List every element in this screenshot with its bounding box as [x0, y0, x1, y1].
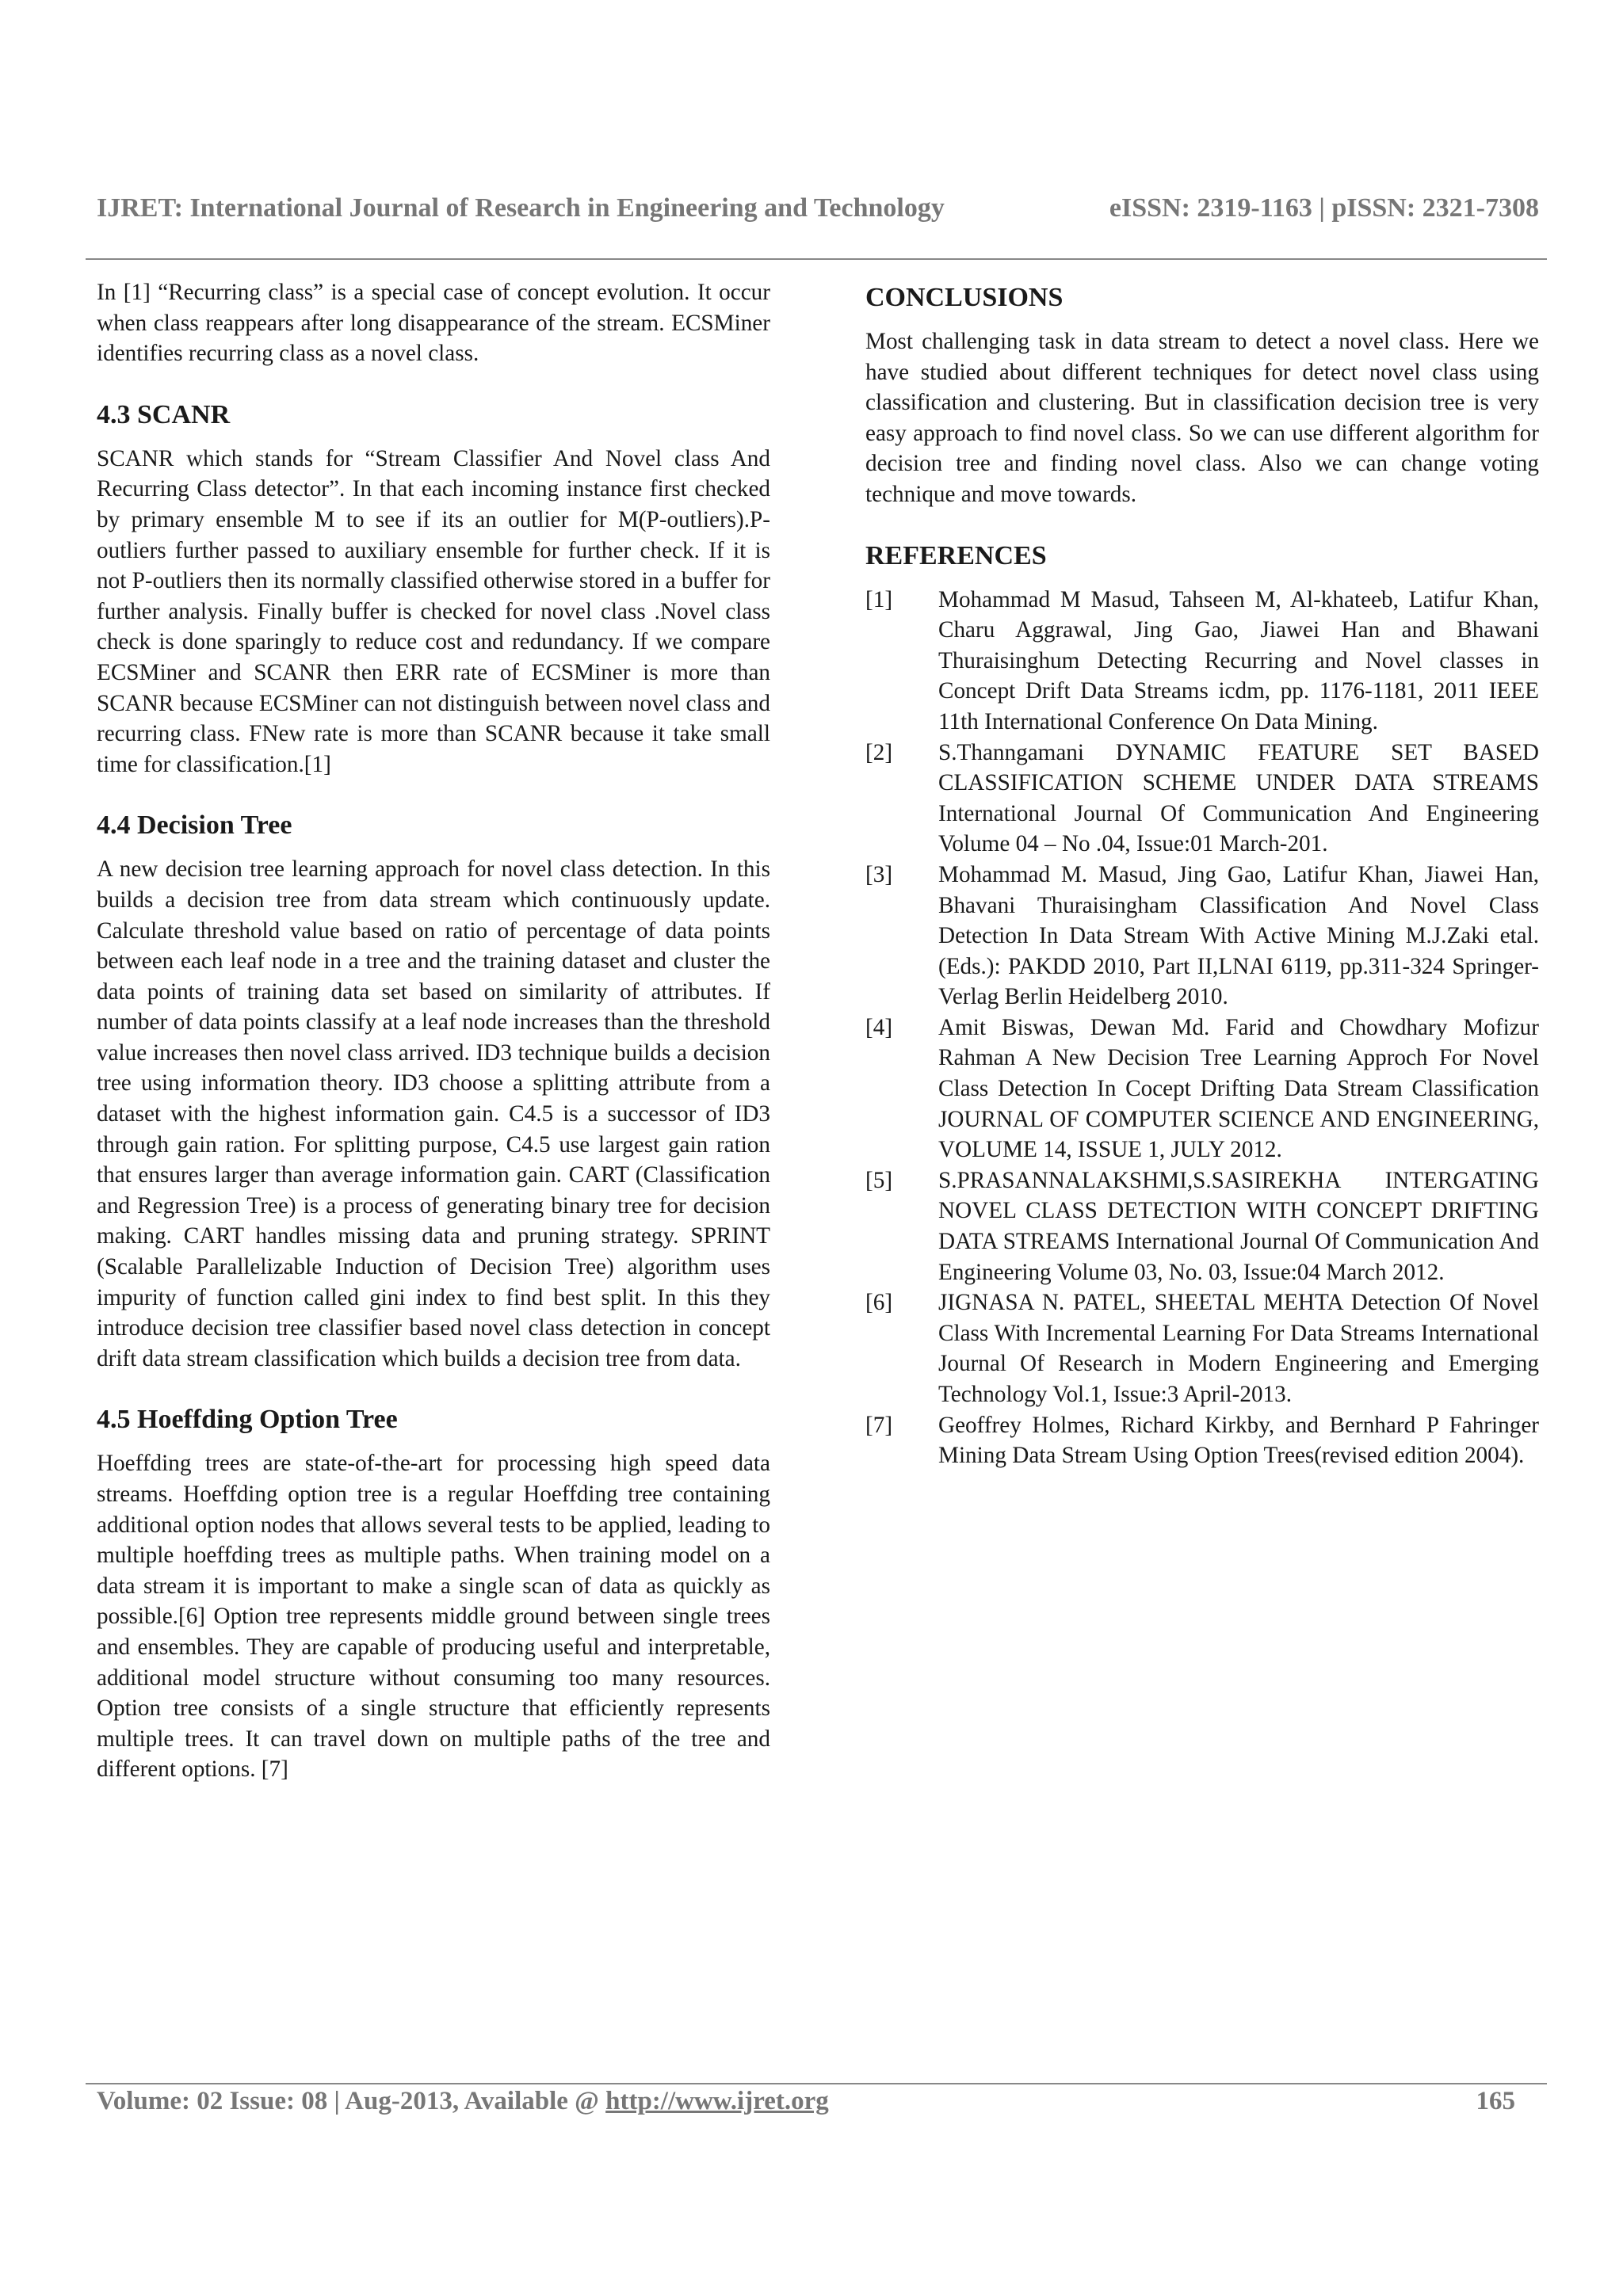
section-text-decision-tree: A new decision tree learning approach for novel class detection. In this builds a decision tree from data stream which continuously update. Calculate threshold value based on ratio of percentage of data points between each leaf node in a tree and the training dataset and cluster the data points of training data set based on similarity of attributes. If number of data points classify at a leaf node increases than the threshold value increases then novel class arrived. ID3 technique builds a decision tree using information theory. ID3 choose a splitting attribute from a dataset with the highest information gain. C4.5 is a successor of ID3 through gain ration. For splitting purpose, C4.5 use largest gain ration that ensures larger than average information gain. CART (Classification and Regression Tree) is a process of generating binary tree for decision making. CART handles missing data and pruning strategy. SPRINT (Scalable Parallelizable Induction of Decision Tree) algorithm uses impurity of function called gini index to find best split. In this they introduce decision tree classifier based novel class detection in concept drift data stream classification which builds a decision tree from data.	[97, 856, 770, 1371]
reference-item	[865, 1013, 1539, 1165]
reference-item	[865, 738, 1539, 860]
header-divider	[86, 258, 1547, 260]
reference-number: [5]	[865, 1167, 893, 1193]
footer-volume-text: Volume: 02 Issue: 08 | Aug-2013, Available @	[97, 2087, 606, 2115]
reference-text: Amit Biswas, Dewan Md. Farid and Chowdhary Mofizur Rahman A New Decision Tree Learning Approch For Novel Class Detection In Cocept Drifting Data Stream Classification JOURNAL OF COMPUTER SCIENCE AND ENGINEERING, VOLUME 14, ISSUE 1, JULY 2012.	[938, 1014, 1539, 1163]
reference-text: Mohammad M. Masud, Jing Gao, Latifur Khan, Jiawei Han, Bhavani Thuraisingham Classification And Novel Class Detection In Data Stream With Active Mining M.J.Zaki etal.(Eds.): PAKDD 2010, Part II,LNAI 6119, pp.311-324 Springer- Verlag Berlin Heidelberg 2010.	[938, 861, 1539, 1010]
reference-item	[865, 1287, 1539, 1409]
section-heading-hoeffding: 4.5 Hoeffding Option Tree	[97, 1405, 398, 1435]
reference-text: Mohammad M Masud, Tahseen M, Al-khateeb, Latifur Khan, Charu Aggrawal, Jing Gao, Jiawei Han and Bhawani Thuraisinghum Detecting Recurring and Novel classes in Concept Drift Data Streams icdm, pp. 1176-1181, 2011 IEEE 11th International Conference On Data Mining.	[938, 586, 1539, 734]
left-column	[97, 277, 770, 1785]
journal-website-link[interactable]: http://www.ijret.org	[605, 2087, 829, 2115]
running-header	[97, 193, 1539, 231]
footer-divider	[86, 2083, 1547, 2084]
journal-title: IJRET: International Journal of Research in Engineering and Technology	[97, 193, 945, 223]
reference-text: S.Thanngamani DYNAMIC FEATURE SET BASED CLASSIFICATION SCHEME UNDER DATA STREAMS International Journal Of Communication And Engineering Volume 04 – No .04, Issue:01 March-201.	[938, 739, 1539, 857]
reference-item	[865, 585, 1539, 738]
reference-text: S.PRASANNALAKSHMI,S.SASIREKHA INTERGATING NOVEL CLASS DETECTION WITH CONCEPT DRIFTING DATA STREAMS International Journal Of Communication And Engineering Volume 03, No. 03, Issue:04 March 2012.	[938, 1167, 1539, 1285]
reference-number: [1]	[865, 586, 893, 612]
reference-number: [3]	[865, 861, 893, 887]
reference-number: [7]	[865, 1412, 893, 1438]
reference-number: [4]	[865, 1014, 893, 1040]
footer-volume-info	[97, 2087, 829, 2116]
reference-number: [6]	[865, 1290, 893, 1316]
references-heading: REFERENCES	[865, 540, 1047, 570]
reference-text: JIGNASA N. PATEL, SHEETAL MEHTA Detection Of Novel Class With Incremental Learning For Data Streams International Journal Of Research in Modern Engineering and Emerging Technology Vol.1, Issue:3 April-2013.	[938, 1290, 1539, 1407]
reference-text: Geoffrey Holmes, Richard Kirkby, and Bernhard P Fahringer Mining Data Stream Using Option Trees(revised edition 2004).	[938, 1412, 1539, 1469]
section-heading-scanr: 4.3 SCANR	[97, 399, 231, 429]
section-heading-decision-tree: 4.4 Decision Tree	[97, 810, 292, 841]
conclusions-heading: CONCLUSIONS	[865, 283, 1064, 312]
reference-item	[865, 1410, 1539, 1471]
reference-list	[865, 585, 1539, 1471]
running-footer	[97, 2087, 1515, 2122]
section-text-hoeffding: Hoeffding trees are state-of-the-art for processing high speed data streams. Hoeffding option tree is a regular Hoeffding tree containing additional option nodes that allows several tests to be applied, leading to multiple hoeffding trees as multiple paths. When training model on a data stream it is important to make a single scan of data as quickly as possible.[6] Option tree represents middle ground between single trees and ensembles. They are capable of producing useful and interpretable, additional model structure without consuming too many resources. Option tree consists of a single structure that efficiently represents multiple trees. It can travel down on multiple paths of the tree and different options. [7]	[97, 1451, 770, 1783]
issn-info: eISSN: 2319-1163 | pISSN: 2321-7308	[1109, 193, 1539, 223]
reference-number: [2]	[865, 739, 893, 765]
intro-paragraph: In [1] “Recurring class” is a special case of concept evolution. It occur when class reappears after long disappearance of the stream. ECSMiner identifies recurring class as a novel class.	[97, 280, 770, 367]
reference-item	[865, 1165, 1539, 1287]
page-number: 165	[1476, 2087, 1515, 2115]
conclusions-text: Most challenging task in data stream to detect a novel class. Here we have studied about different techniques for detect novel class using classification and clustering. But in classification decision tree is very easy approach to find novel class. So we can use different algorithm for decision tree and finding novel class. Also we can change voting technique and move towards.	[865, 329, 1539, 507]
right-column	[865, 277, 1539, 1471]
section-text-scanr: SCANR which stands for “Stream Classifier And Novel class And Recurring Class detector”. In that each incoming instance first checked by primary ensemble M to see if its an outlier for M(P-outliers).P-outliers further passed to auxiliary ensemble for further check. If it is not P-outliers then its normally classified otherwise stored in a buffer for further analysis. Finally buffer is checked for novel class .Novel class check is done sparingly to reduce cost and redundancy. If we compare ECSMiner and SCANR then ERR rate of ECSMiner is more than SCANR because ECSMiner can not distinguish between novel class and recurring class. FNew rate is more than SCANR because it take small time for classification.[1]	[97, 445, 770, 777]
reference-item	[865, 860, 1539, 1013]
